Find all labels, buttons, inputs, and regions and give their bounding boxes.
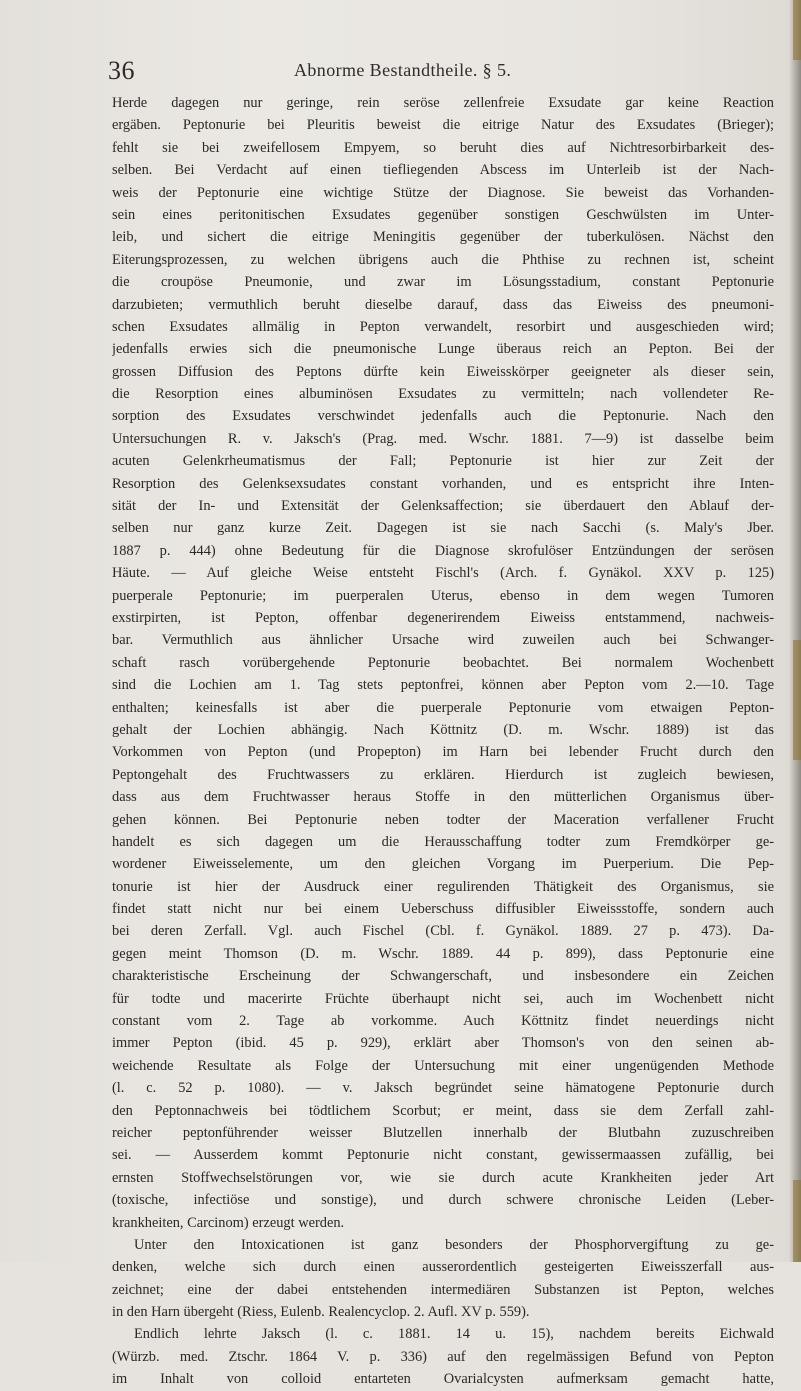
text-line: jedenfalls erwies sich die pneumonische Lunge überaus reich an Pepton. Bei der [112, 341, 774, 358]
text-line: ergäben. Peptonurie bei Pleuritis beweist die eitrige Natur des Exsudates (Brieger); [112, 117, 774, 134]
text-line: sität der In- und Extensität der Gelenksaffection; sie überdauert den Ablauf der- [112, 498, 774, 515]
page-number: 36 [108, 56, 135, 85]
text-line: Vorkommen von Pepton (und Propepton) im Harn bei lebender Frucht durch den [112, 744, 774, 761]
text-line: 1887 p. 444) ohne Bedeutung für die Diagnose skrofulöser Entzündungen der serösen [112, 542, 774, 559]
text-line: den Peptonnachweis bei tödtlichem Scorbut; er meint, dass sie dem Zerfall zahl- [112, 1102, 774, 1119]
text-line: Herde dagegen nur geringe, rein seröse zellenfreie Exsudate gar keine Reaction [112, 95, 774, 111]
text-line: (l. c. 52 p. 1080). — v. Jaksch begründet seine hämatogene Peptonurie durch [112, 1080, 774, 1097]
text-line: exstirpirten, ist Pepton, offenbar degenerirendem Eiweiss entstammend, nachweis- [112, 609, 774, 626]
text-line: bar. Vermuthlich aus ähnlicher Ursache wird zuweilen auch bei Schwanger- [112, 632, 774, 649]
text-line: enthalten; keinesfalls ist aber die puerperale Peptonurie vom etwaigen Pepton- [112, 699, 774, 716]
text-line: wordener Eiweisselemente, um den gleichen Vorgang im Puerperium. Die Pep- [112, 856, 774, 873]
text-line: sorption des Exsudates verschwindet jedenfalls auch die Peptonurie. Nach den [112, 408, 774, 425]
page-edge-mark [793, 0, 801, 60]
page-edge-mark [793, 640, 801, 760]
text-line: selben. Bei Verdacht auf einen tiefliegenden Abscess im Unterleib ist der Nach- [112, 162, 774, 179]
text-line: sind die Lochien am 1. Tag stets peptonfrei, können aber Pepton vom 2.—10. Tage [112, 677, 774, 694]
text-line: grossen Diffusion des Peptons dürfte kein Eiweisskörper geeigneter als dieser sein, [112, 363, 774, 380]
text-line: weis der Peptonurie eine wichtige Stütze der Diagnose. Sie beweist das Vorhanden- [112, 184, 774, 201]
text-line: findet statt nicht nur bei einem Ueberschuss diffusibler Eiweissstoffe, sondern auch [112, 901, 774, 918]
text-line: ernsten Stoffwechselstörungen vor, wie sie durch acute Krankheiten jeder Art [112, 1169, 774, 1186]
text-line: puerperale Peptonurie; im puerperalen Uterus, ebenso in dem wegen Tumoren [112, 587, 774, 604]
text-line: dass aus dem Fruchtwasser heraus Stoffe in den mütterlichen Organismus über- [112, 789, 774, 806]
text-line: gegen meint Thomson (D. m. Wschr. 1889. 44 p. 899), dass Peptonurie eine [112, 945, 774, 962]
text-line: Untersuchungen R. v. Jaksch's (Prag. med. Wschr. 1881. 7—9) ist dasselbe beim [112, 430, 774, 447]
text-line: denken, welche sich durch einen ausserordentlich gesteigerten Eiweisszerfall aus- [112, 1259, 774, 1276]
text-line: darzubieten; vermuthlich beruht dieselbe darauf, dass das Eiweiss des pneumoni- [112, 296, 774, 313]
text-line: gehalt der Lochien abhängig. Nach Köttnitz (D. m. Wschr. 1889) ist das [112, 721, 774, 738]
text-line: (Würzb. med. Ztschr. 1864 V. p. 336) auf den regelmässigen Befund von Pepton [112, 1348, 774, 1365]
text-line: gehen können. Bei Peptonurie neben todter der Maceration verfallener Frucht [112, 811, 774, 828]
text-line: krankheiten, Carcinom) erzeugt werden. [112, 1214, 345, 1231]
text-line: charakteristische Erscheinung der Schwangerschaft, und insbesondere ein Zeichen [112, 968, 774, 985]
text-line: reicher peptonführender weisser Blutzellen innerhalb der Blutbahn zuzuschreiben [112, 1124, 774, 1141]
text-line: weichende Resultate als Folge der Untersuchung mit einer ungenügenden Methode [112, 1057, 774, 1074]
text-line: die Resorption eines albuminösen Exsudates zu vermitteln; nach vollendeter Re- [112, 386, 774, 403]
text-line: in den Harn übergeht (Riess, Eulenb. Realencyclop. 2. Aufl. XV p. 559). [112, 1304, 530, 1321]
page-edge-mark [793, 1180, 801, 1262]
text-line: im Inhalt von colloid entarteten Ovarialcysten aufmerksam gemacht hatte, [112, 1371, 774, 1388]
page-edge-shadow [789, 0, 801, 1262]
text-line: tonurie ist hier der Ausdruck einer regulirenden Thätigkeit des Organismus, sie [112, 878, 774, 895]
text-line: die croupöse Pneumonie, und zwar im Lösungsstadium, constant Peptonurie [112, 274, 774, 291]
text-line: acuten Gelenkrheumatismus der Fall; Peptonurie ist hier zur Zeit der [112, 453, 774, 470]
text-line: Häute. — Auf gleiche Weise entsteht Fischl's (Arch. f. Gynäkol. XXV p. 125) [112, 565, 774, 582]
text-line: selben nur ganz kurze Zeit. Dagegen ist sie nach Sacchi (s. Maly's Jber. [112, 520, 774, 537]
text-line: Peptongehalt des Fruchtwassers zu erklären. Hierdurch ist zugleich bewiesen, [112, 766, 774, 783]
text-line: schaft rasch vorübergehende Peptonurie beobachtet. Bei normalem Wochenbett [112, 654, 774, 671]
text-line: Unter den Intoxicationen ist ganz besonders der Phosphorvergiftung zu ge- [134, 1236, 774, 1253]
text-line: immer Pepton (ibid. 45 p. 929), erklärt aber Thomson's von den seinen ab- [112, 1035, 774, 1052]
text-line: schen Exsudates allmälig in Pepton verwandelt, resorbirt und ausgeschieden wird; [112, 318, 774, 335]
text-line: sein eines peritonitischen Exsudates gegenüber sonstigen Geschwülsten im Unter- [112, 206, 774, 223]
body-text [112, 92, 774, 1391]
text-line: sei. — Ausserdem kommt Peptonurie nicht constant, gewissermaassen zufällig, bei [112, 1147, 774, 1164]
text-line: handelt es sich dagegen um die Herausschaffung todter zum Fremdkörper ge- [112, 833, 774, 850]
text-line: Resorption des Gelenksexsudates constant vorhanden, und es entspricht ihre Inten- [112, 475, 774, 492]
text-line: für todte und macerirte Früchte überhaupt nicht sei, auch im Wochenbett nicht [112, 990, 774, 1007]
text-line: leib, und sichert die eitrige Meningitis gegenüber der tuberkulösen. Nächst den [112, 229, 774, 246]
text-line: fehlt sie bei zweifellosem Empyem, so beruht dies auf Nichtresorbirbarkeit des- [112, 139, 774, 156]
text-line: constant vom 2. Tage ab vorkomme. Auch Köttnitz findet neuerdings nicht [112, 1013, 774, 1030]
running-head: Abnorme Bestandtheile. § 5. [294, 60, 512, 80]
text-line: Endlich lehrte Jaksch (l. c. 1881. 14 u. 15), nachdem bereits Eichwald [134, 1326, 774, 1343]
text-line: (toxische, infectiöse und sonstige), und durch schwere chronische Leiden (Leber- [112, 1192, 774, 1209]
text-line: bei deren Zerfall. Vgl. auch Fischel (Cbl. f. Gynäkol. 1889. 27 p. 473). Da- [112, 923, 774, 940]
text-line: zeichnet; eine der dabei entstehenden intermediären Substanzen ist Pepton, welches [112, 1281, 774, 1298]
text-line: Eiterungsprozessen, zu welchen übrigens auch die Phthise zu rechnen ist, scheint [112, 251, 774, 268]
